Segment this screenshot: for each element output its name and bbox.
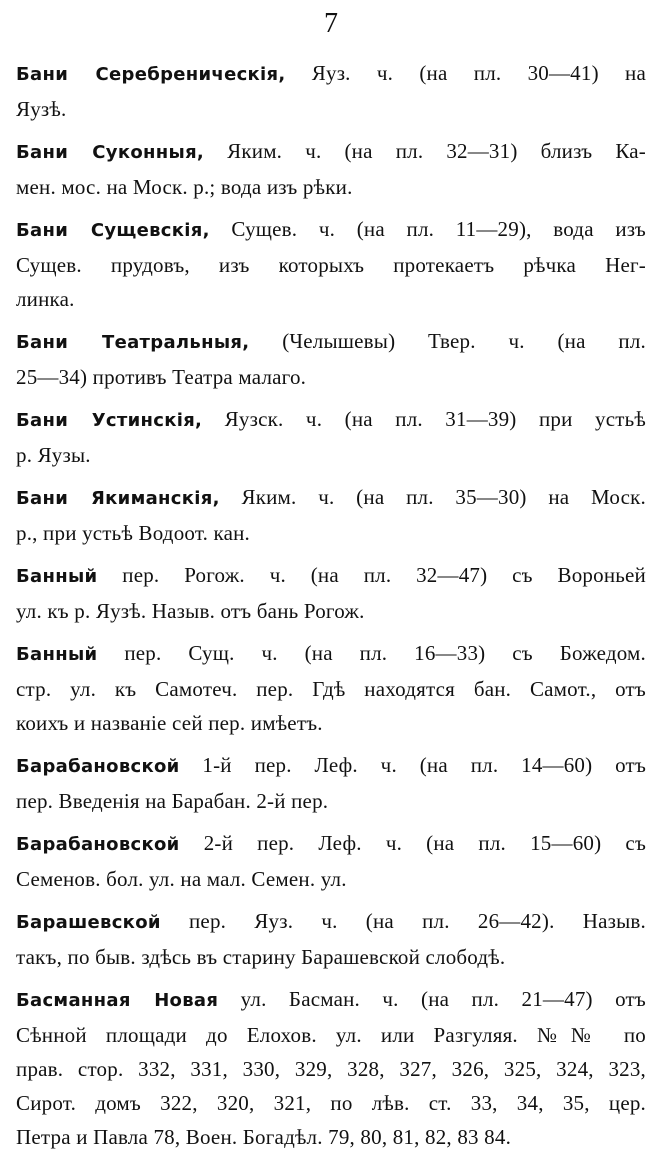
entry-line	[16, 56, 646, 92]
entry-headword: Басманная Новая	[16, 990, 219, 1011]
entry-text: коихъ и названіе сей пер. имѣетъ.	[16, 711, 323, 735]
entry-text: Яким. ч. (на пл. 32—31) близъ Ка-	[204, 139, 646, 163]
entry-text: Семенов. бол. ул. на мал. Семен. ул.	[16, 867, 347, 891]
entry-text: пер. Сущ. ч. (на пл. 16—33) съ Божедом.	[97, 641, 646, 665]
entry-line	[16, 1120, 646, 1154]
dictionary-entry	[16, 636, 646, 740]
entry-text: Сущев. прудовъ, изъ которыхъ протекаетъ рѣчка Нег-	[16, 253, 646, 277]
entry-text: Сѣнной площади до Елохов. ул. или Разгуляя. №№ по	[16, 1023, 646, 1047]
entry-line	[16, 982, 646, 1018]
entry-headword: Банный	[16, 566, 98, 587]
entry-line	[16, 862, 646, 896]
entry-text: пер. Введенія на Барабан. 2-й пер.	[16, 789, 329, 813]
entry-text: Яузск. ч. (на пл. 31—39) при устьѣ	[202, 407, 646, 431]
entry-text: прав. стор. 332, 331, 330, 329, 328, 327, 326, 325, 324, 323,	[16, 1057, 646, 1081]
entry-line	[16, 1086, 646, 1120]
entry-text: (Челышевы) Твер. ч. (на пл.	[249, 329, 646, 353]
entry-text: Сущев. ч. (на пл. 11—29), вода изъ	[209, 217, 646, 241]
entry-line	[16, 904, 646, 940]
entry-text: пер. Яуз. ч. (на пл. 26—42). Назыв.	[160, 909, 646, 933]
entry-text: линка.	[16, 287, 75, 311]
entry-line	[16, 402, 646, 438]
entry-line	[16, 826, 646, 862]
entry-text: р. Яузы.	[16, 443, 91, 467]
entry-headword: Барабановской	[16, 834, 180, 855]
entry-line	[16, 940, 646, 974]
entry-text: ул. къ р. Яузѣ. Назыв. отъ бань Рогож.	[16, 599, 365, 623]
entry-text: Сирот. домъ 322, 320, 321, по лѣв. ст. 33, 34, 35, цер.	[16, 1091, 646, 1115]
entry-line	[16, 1018, 646, 1052]
dictionary-entry	[16, 826, 646, 896]
dictionary-entry	[16, 982, 646, 1154]
entry-line	[16, 1052, 646, 1086]
entry-line	[16, 636, 646, 672]
entry-text: такъ, по быв. здѣсь въ старину Барашевской слободѣ.	[16, 945, 506, 969]
entry-headword: Банный	[16, 644, 98, 665]
entry-line	[16, 594, 646, 628]
entry-line	[16, 558, 646, 594]
entry-headword: Бани Театральныя,	[16, 332, 250, 353]
entry-headword: Барашевской	[16, 912, 161, 933]
entry-text: 2-й пер. Леф. ч. (на пл. 15—60) съ	[179, 831, 646, 855]
dictionary-entry	[16, 748, 646, 818]
entry-text: пер. Рогож. ч. (на пл. 32—47) съ Вороньей	[97, 563, 646, 587]
entry-line	[16, 360, 646, 394]
entry-text: Петра и Павла 78, Воен. Богадѣл. 79, 80, 81, 82, 83 84.	[16, 1125, 512, 1149]
entry-text: р., при устьѣ Водоот. кан.	[16, 521, 251, 545]
dictionary-entry	[16, 212, 646, 316]
entry-headword: Барабановской	[16, 756, 180, 777]
entry-line	[16, 92, 646, 126]
entry-text: Яузѣ.	[16, 97, 67, 121]
entry-text: Яуз. ч. (на пл. 30—41) на	[285, 61, 646, 85]
entry-line	[16, 324, 646, 360]
entry-text: ул. Басман. ч. (на пл. 21—47) отъ	[218, 987, 646, 1011]
dictionary-entry	[16, 904, 646, 974]
entry-headword: Бани Сущевскія,	[16, 220, 210, 241]
entry-headword: Бани Устинскія,	[16, 410, 203, 431]
entry-text: 1-й пер. Леф. ч. (на пл. 14—60) отъ	[179, 753, 646, 777]
dictionary-entry	[16, 56, 646, 126]
entry-line	[16, 748, 646, 784]
entry-line	[16, 480, 646, 516]
entry-line	[16, 516, 646, 550]
entry-line	[16, 248, 646, 282]
dictionary-entry	[16, 402, 646, 472]
dictionary-entry	[16, 480, 646, 550]
entry-text: стр. ул. къ Самотеч. пер. Гдѣ находятся бан. Самот., отъ	[16, 677, 646, 701]
entry-headword: Бани Серебреническія,	[16, 64, 286, 85]
entry-line	[16, 706, 646, 740]
entry-line	[16, 438, 646, 472]
entry-list	[16, 56, 646, 1154]
entry-text: Яким. ч. (на пл. 35—30) на Моск.	[219, 485, 647, 509]
entry-text: 25—34) противъ Театра малаго.	[16, 365, 307, 389]
entry-line	[16, 212, 646, 248]
entry-line	[16, 170, 646, 204]
entry-headword: Бани Якиманскія,	[16, 488, 220, 509]
entry-line	[16, 672, 646, 706]
dictionary-entry	[16, 324, 646, 394]
entry-text: мен. мос. на Моск. р.; вода изъ рѣки.	[16, 175, 353, 199]
entry-line	[16, 282, 646, 316]
dictionary-entry	[16, 558, 646, 628]
entry-line	[16, 784, 646, 818]
entry-headword: Бани Суконныя,	[16, 142, 205, 163]
dictionary-entry	[16, 134, 646, 204]
entry-line	[16, 134, 646, 170]
page-number: 7	[324, 8, 338, 39]
